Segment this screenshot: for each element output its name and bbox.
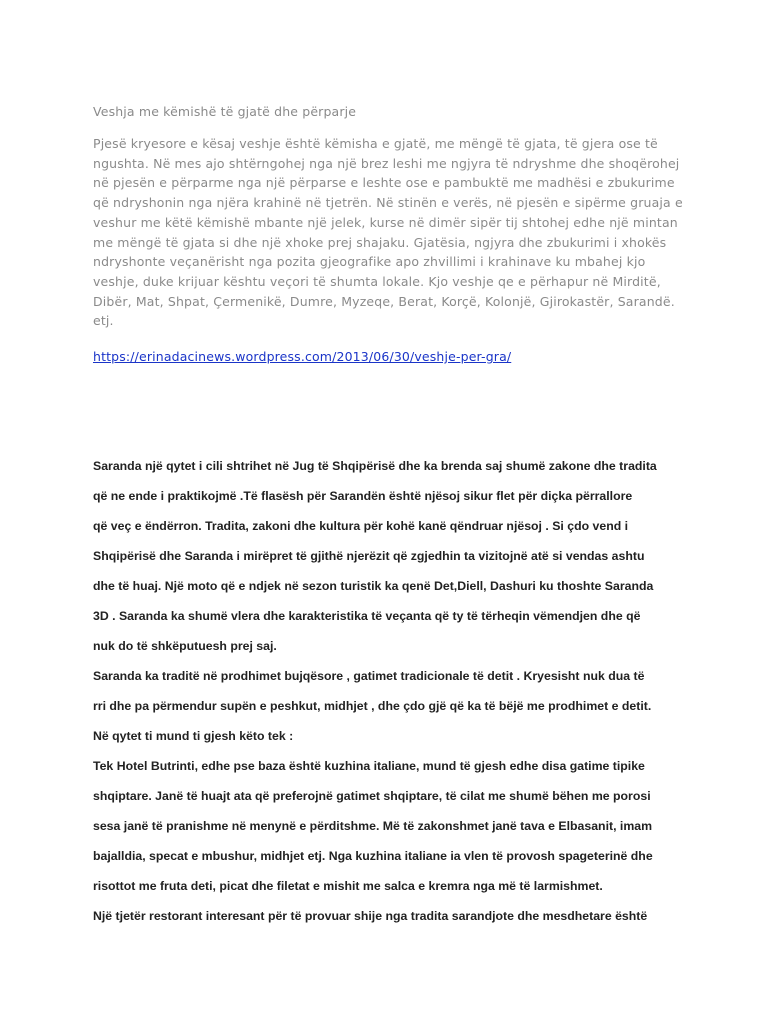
clothing-heading: Veshja me këmishë të gjatë dhe përparje bbox=[93, 104, 357, 119]
body-line: Një tjetër restorant interesant për të provuar shije nga tradita sarandjote dhe mesdhetare është bbox=[93, 909, 648, 923]
body-line: Tek Hotel Butrinti, edhe pse baza është kuzhina italiane, mund të gjesh edhe disa gatime tipike bbox=[93, 759, 645, 773]
body-line: dhe të huaj. Një moto që e ndjek në sezon turistik ka qenë Det,Diell, Dashuri ku thoshte Saranda bbox=[93, 579, 654, 593]
body-line: 3D . Saranda ka shumë vlera dhe karakteristika të veçanta që ty të tërheqin vëmendjen dhe që bbox=[93, 609, 641, 623]
source-link[interactable]: https://erinadacinews.wordpress.com/2013/06/30/veshje-per-gra/ bbox=[93, 349, 512, 365]
body-line: që ne ende i praktikojmë .Të flasësh për Sarandën është njësoj sikur flet për diçka përrallore bbox=[93, 489, 633, 503]
body-line: që veç e ëndërron. Tradita, zakoni dhe kultura për kohë kanë qëndruar njësoj . Si çdo vend i bbox=[93, 519, 629, 533]
body-line: Saranda një qytet i cili shtrihet në Jug të Shqipërisë dhe ka brenda saj shumë zakone dhe tradita bbox=[93, 459, 657, 473]
body-line: nuk do të shkëputuesh prej saj. bbox=[93, 639, 277, 653]
body-line: Shqipërisë dhe Saranda i mirëpret të gjithë njerëzit që zgjedhin ta vizitojnë atë si vendas ashtu bbox=[93, 549, 645, 563]
body-line: Saranda ka traditë në prodhimet bujqësore , gatimet tradicionale të detit . Kryesisht nuk dua të bbox=[93, 669, 645, 683]
body-line: sesa janë të pranishme në menynë e përditshme. Më të zakonshmet janë tava e Elbasanit, imam bbox=[93, 819, 653, 833]
body-line: risottot me fruta deti, picat dhe filetat e mishit me salca e kremra nga më të larmishmet. bbox=[93, 879, 603, 893]
body-line: shqiptare. Janë të huajt ata që preferojnë gatimet shqiptare, të cilat me shumë bëhen me porosi bbox=[93, 789, 651, 803]
body-line: bajalldia, specat e mbushur, midhjet etj. Nga kuzhina italiane ia vlen të provosh spageterinë dhe bbox=[93, 849, 653, 863]
body-line: Në qytet ti mund ti gjesh këto tek : bbox=[93, 729, 294, 743]
clothing-paragraph: Pjesë kryesore e kësaj veshje është këmisha e gjatë, me mëngë të gjata, të gjera ose të ngushta. Në mes ajo shtërngohej nga një brez leshi me ngjyra të ndryshme dhe shoqërohej në pjesën e përparme nga një përparse e leshte ose e pambuktë me madhësi e zbukurime që ndryshonin nga njëra krahinë në tjetrën. Në stinën e verës, në pjesën e sipërme gruaja e veshur me këtë këmishë mbante një jelek, kurse në dimër sipër tij shtohej edhe një mintan me mëngë të gjata si dhe një xhoke prej shajaku. Gjatësia, ngjyra dhe zbukurimi i xhokës ndryshonte veçanërisht nga pozita gjeografike apo zhvillimi i krahinave ku mbahej kjo veshje, duke krijuar kështu veçori të shumta lokale. Kjo veshje qe e përhapur në Mirditë, Dibër, Mat, Shpat, Çermenikë, Dumre, Myzeqe, Berat, Korçë, Kolonjë, Gjirokastër, Sarandë. etj. bbox=[93, 136, 683, 329]
body-line: rri dhe pa përmendur supën e peshkut, midhjet , dhe çdo gjë që ka të bëjë me prodhimet e detit. bbox=[93, 699, 652, 713]
article-clothing bbox=[93, 102, 683, 367]
article-saranda bbox=[93, 451, 693, 931]
